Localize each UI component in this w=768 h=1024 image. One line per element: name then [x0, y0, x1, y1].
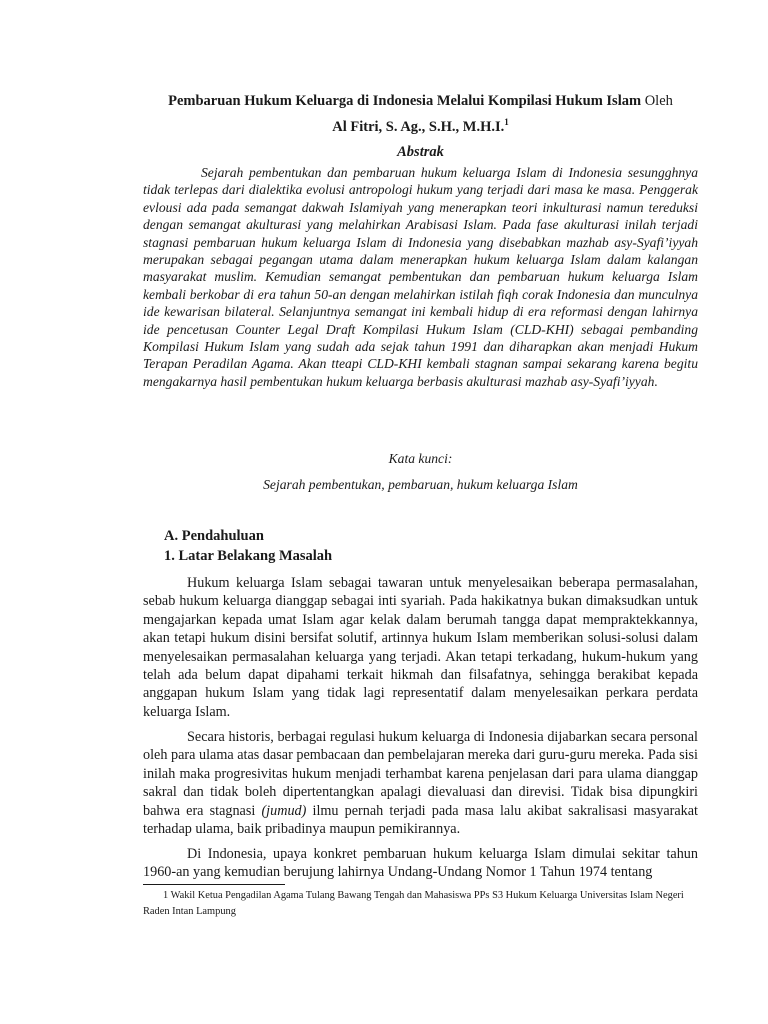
abstract-text: Sejarah pembentukan dan pembaruan hukum keluarga Islam di Indonesia sesungghnya tidak terlepas dari dialektika evolusi antropologi hukum yang terjadi dari masa ke masa. Penggerak evlousi ada pada semangat dakwah Islamiyah yang menerapkan teori inkulturasi namun tereduksi dengan semangat akulturasi yang melahirkan Arabisasi Islam. Pada fase akulturasi inilah terjadi stagnasi pembaruan hukum keluarga Islam di Indonesia yang disebabkan mazhab asy-Syafi’iyyah merupakan sebagai pegangan utama dalam menerapkan hukum keluarga Islam dalam kalangan masyarakat muslim. Kemudian semangat pembentukan dan pembaruan hukum keluarga Islam kembali berkobar di era tahun 50-an dengan melahirkan istilah fiqh corak Indonesia dan munculnya ide kewarisan bilateral. Selanjuntnya semangat ini kembali hidup di era reformasi dengan lahirnya ide pencetusan Counter Legal Draft Kompilasi Hukum Islam (CLD-KHI) sebagai pembanding Kompilasi Hukum Islam yang sudah ada sejak tahun 1991 dan diharapkan akan menjadi Hukum Terapan Peradilan Agama. Akan tteapi CLD-KHI kembali stagnan sampai sekarang karena begitu mengakarnya hasil pembentukan hukum keluarga berbasis akulturasi mazhab asy-Syafi’iyyah. — [143, 165, 698, 389]
abstract-heading: Abstrak — [397, 144, 444, 160]
author-name: Al Fitri, S. Ag., S.H., M.H.I. — [332, 118, 505, 135]
keywords-text: Sejarah pembentukan, pembaruan, hukum keluarga Islam — [263, 477, 578, 492]
paper-title-line — [143, 93, 698, 110]
body-paragraph-1: Hukum keluarga Islam sebagai tawaran untuk menyelesaikan beberapa permasalahan, sebab hukum keluarga dianggap sebagai inti syariah. Pada hakikatnya bukan dimaksudkan untuk mengajarkan kepada umat Islam agar kelak dalam berumah tangga dapat mempraktekkannya, akan tetapi hukum disini bersifat solutif, artinnya hukum Islam memberikan solusi-solusi dalam menyelesaikan permasalahan keluarga yang terjadi. Akan tetapi terkadang, hukum-hukum yang telah ada belum dapat dipahami terkait hikmah dan filsafatnya, sehingga berakibat kepada anggapan hukum Islam yang tidak lagi representatif dalam menyelesaikan perkara perdata keluarga Islam. — [143, 575, 698, 720]
paper-title: Pembaruan Hukum Keluarga di Indonesia Melalui Kompilasi Hukum Islam — [168, 93, 642, 109]
subsection-heading: 1. Latar Belakang Masalah — [164, 548, 333, 564]
keywords-label: Kata kunci: — [388, 451, 453, 466]
abstract-heading-line — [143, 144, 698, 161]
footnote-marker: 1 — [504, 117, 509, 127]
document-page — [143, 0, 698, 1024]
byline-oleh: Oleh — [644, 93, 673, 109]
paragraph-2-text-a: Secara historis, berbagai regulasi hukum keluarga di Indonesia dijabarkan secara personal oleh para ulama atas dasar pembacaan dan pembelajaran mereka dari guru-guru mereka. Pada sisi inilah maka progresivitas hukum menjadi terhambat karena penjelasan dari para ulama dianggap sakral dan tidak boleh dipertentangkan apalagi dievaluasi dan direvisi. Tidak bisa dipungkiri bahwa era stagnasi — [143, 729, 698, 819]
footnote-text: 1 Wakil Ketua Pengadilan Agama Tulang Bawang Tengah dan Mahasiswa PPs S3 Hukum Keluarga Universitas Islam Negeri Raden Intan Lampung — [143, 890, 684, 917]
paragraph-2-text-b: ilmu pernah terjadi pada masa lalu akibat sakralisasi masyarakat terhadap ulama, baik pribadinya maupun pemikirannya. — [143, 802, 698, 838]
italic-term-jumud: (jumud) — [261, 802, 307, 819]
author-line — [143, 117, 698, 136]
body-paragraph-3: Di Indonesia, upaya konkret pembaruan hukum keluarga Islam dimulai sekitar tahun 1960-an yang kemudian berujung lahirnya Undang-Undang Nomor 1 Tahun 1974 tentang — [143, 846, 698, 881]
body-paragraph-2 — [143, 728, 698, 838]
footnote-divider — [143, 884, 285, 885]
section-heading: A. Pendahuluan — [164, 528, 264, 544]
